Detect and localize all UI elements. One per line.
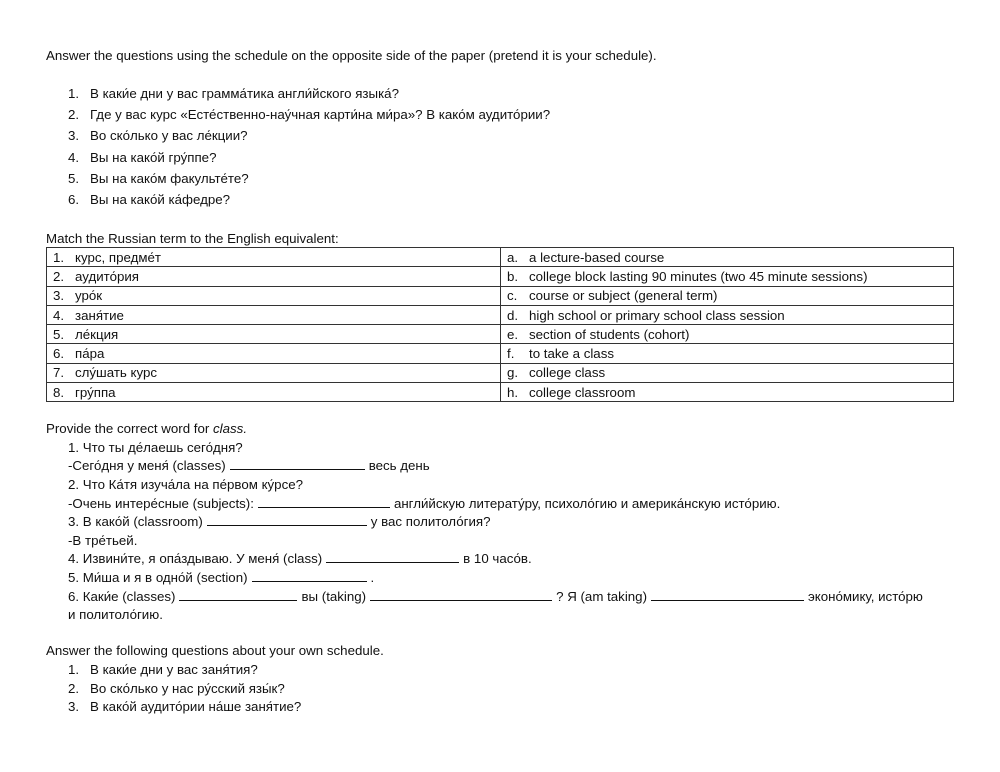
fill-answer-2: -Очень интере́сные (subjects): англи́йскую литерату́ру, психоло́гию и америка́нскую исто́рию.	[68, 496, 781, 511]
russian-term-cell: 6. па́ра	[47, 344, 501, 363]
list-item: 1. В каки́е дни у вас грамма́тика англи́йского языка́?	[68, 86, 399, 101]
table-row	[47, 248, 954, 267]
russian-term-cell: 7. слу́шать курс	[47, 363, 501, 382]
answer-blank[interactable]	[179, 589, 297, 601]
table-row	[47, 286, 954, 305]
english-equivalent-cell: f. to take a class	[501, 344, 954, 363]
fill-question-1: 1. Что ты де́лаешь сего́дня?	[68, 440, 243, 455]
list-item: 2. Где у вас курс «Есте́ственно-нау́чная карти́на ми́ра»? В како́м аудито́рии?	[68, 107, 551, 123]
answer-blank[interactable]	[326, 551, 459, 563]
list-item: 4. Вы на како́й гру́ппе?	[68, 149, 217, 165]
table-row	[47, 383, 954, 402]
fill-question-4: 4. Извини́те, я опа́здываю. У меня́ (class) в 10 часо́в.	[68, 551, 532, 566]
fill-question-6: 6. Каки́е (classes) вы (taking) ? Я (am taking) эконо́мику, исто́рю	[68, 589, 923, 604]
table-row	[47, 363, 954, 382]
intro-instruction: Answer the questions using the schedule on the opposite side of the paper (pretend it is your schedule).	[46, 48, 657, 63]
own-question-list	[68, 662, 301, 718]
answer-blank[interactable]	[230, 458, 365, 470]
english-equivalent-cell: d. high school or primary school class session	[501, 305, 954, 324]
list-item: 3. Во ско́лько у вас ле́кции?	[68, 128, 248, 144]
russian-term-cell: 8. гру́ппа	[47, 383, 501, 402]
answer-blank[interactable]	[370, 589, 552, 601]
english-equivalent-cell: a. a lecture-based course	[501, 248, 954, 267]
fill-question-2: 2. Что Ка́тя изуча́ла на пе́рвом ку́рсе?	[68, 477, 304, 492]
russian-term-cell: 5. ле́кция	[47, 325, 501, 344]
list-item: 5. Вы на како́м факульте́те?	[68, 170, 249, 186]
english-equivalent-cell: h. college classroom	[501, 383, 954, 402]
russian-term-cell: 1. курс, предме́т	[47, 248, 501, 267]
fill-answer-3: -В тре́тьей.	[68, 533, 138, 548]
english-equivalent-cell: c. course or subject (general term)	[501, 286, 954, 305]
russian-term-cell: 4. заня́тие	[47, 305, 501, 324]
russian-term-cell: 3. уро́к	[47, 286, 501, 305]
list-item: 3. В како́й аудито́рии на́ше заня́тие?	[68, 699, 302, 715]
table-row	[47, 344, 954, 363]
english-equivalent-cell: e. section of students (cohort)	[501, 325, 954, 344]
list-item: 6. Вы на како́й ка́федре?	[68, 191, 231, 207]
answer-blank[interactable]	[252, 570, 367, 582]
english-equivalent-cell: b. college block lasting 90 minutes (two 45 minute sessions)	[501, 267, 954, 286]
own-schedule-title: Answer the following questions about your own schedule.	[46, 643, 384, 658]
provide-instruction: Provide the correct word for class.	[46, 421, 248, 436]
table-row	[47, 267, 954, 286]
fill-question-6-continued: и политоло́гию.	[68, 607, 163, 622]
answer-blank[interactable]	[258, 496, 390, 508]
answer-blank[interactable]	[651, 589, 804, 601]
match-table	[46, 247, 954, 402]
answer-blank[interactable]	[207, 514, 367, 526]
schedule-question-list	[68, 86, 550, 213]
table-row	[47, 305, 954, 324]
fill-question-5: 5. Ми́ша и я в одно́й (section) .	[68, 570, 375, 585]
list-item: 1. В каки́е дни у вас заня́тия?	[68, 662, 258, 677]
english-equivalent-cell: g. college class	[501, 363, 954, 382]
fill-answer-1: -Сего́дня у меня́ (classes) весь день	[68, 458, 430, 473]
match-title: Match the Russian term to the English equivalent:	[46, 231, 339, 246]
russian-term-cell: 2. аудито́рия	[47, 267, 501, 286]
fill-question-3: 3. В како́й (classroom) у вас политоло́гия?	[68, 514, 491, 529]
list-item: 2. Во ско́лько у нас ру́сский язы́к?	[68, 680, 285, 696]
table-row	[47, 325, 954, 344]
